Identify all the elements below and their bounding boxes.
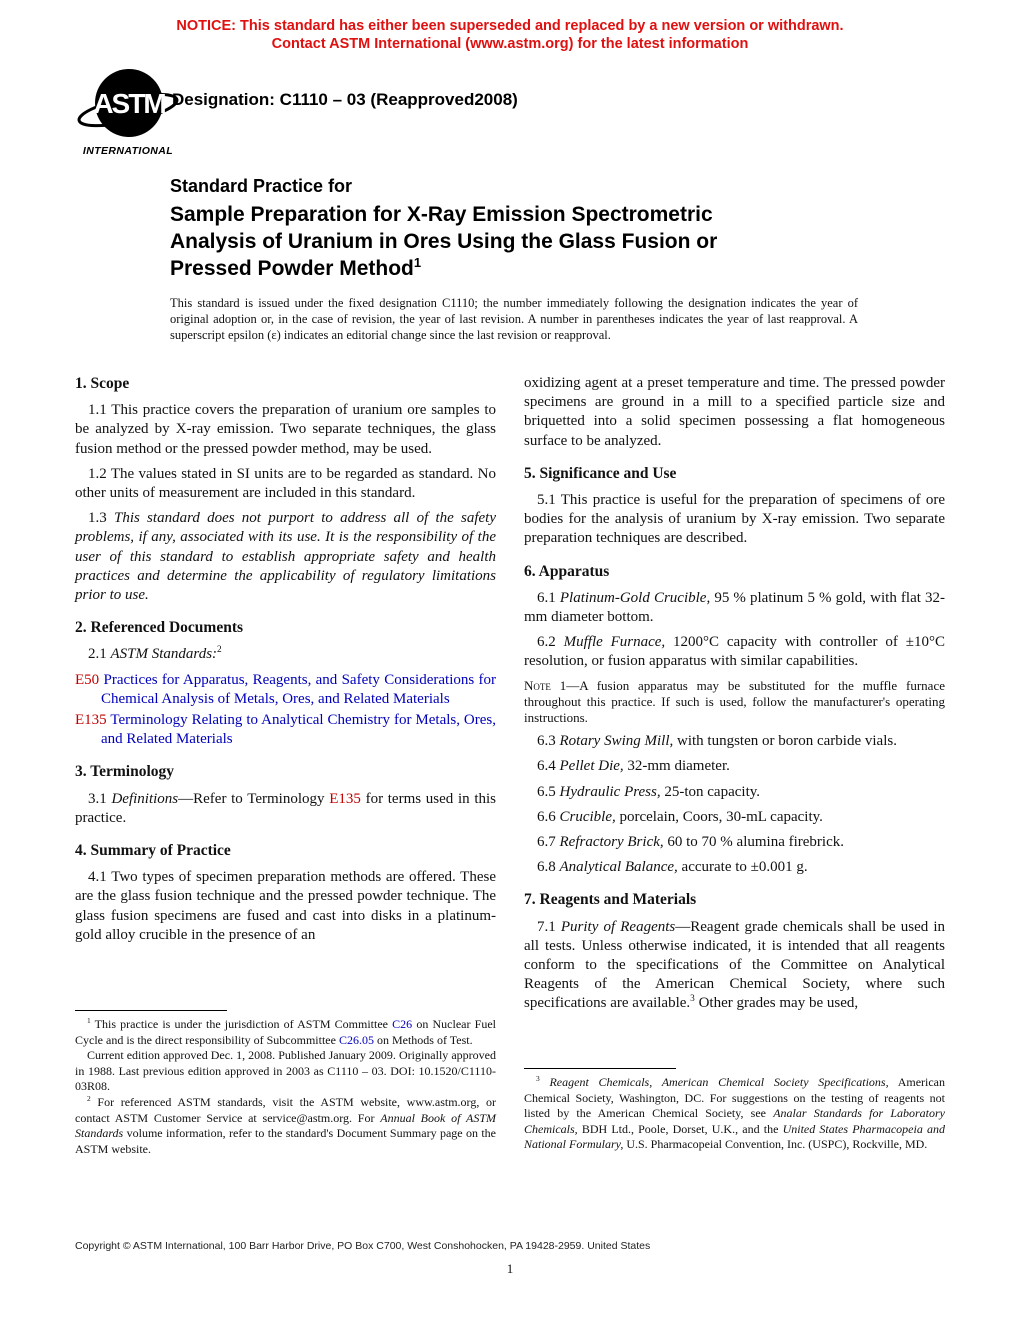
notice-line-1: NOTICE: This standard has either been superseded and replaced by a new version or withdrawn. [176, 18, 844, 34]
footnote-1-marker: 1 [87, 1016, 91, 1025]
section-heading-apparatus: 6. Apparatus [524, 562, 610, 580]
footnote-ref-2: 2 [217, 645, 222, 656]
apparatus-desc: with tungsten or boron carbide vials. [677, 733, 897, 750]
document-title [170, 201, 717, 282]
footnotes-left [75, 1010, 496, 1157]
apparatus-desc: 32-mm diameter. [627, 758, 730, 775]
para-text: for terms used in this practice. [75, 790, 497, 826]
section-heading-summary: 4. Summary of Practice [75, 842, 231, 860]
title-footnote-ref: 1 [413, 255, 422, 270]
para-number: 2.1 [88, 646, 107, 663]
section-heading-significance: 5. Significance and Use [524, 464, 677, 482]
footnote-3 [524, 1075, 945, 1153]
para-4-1: 4.1 Two types of specimen preparation methods are offered. These are the glass fusion technique and the pressed powder technique. The glass fusion specimens are fused and cast into disks in a platinum-gold alloy crucible in the presence of an [75, 869, 496, 943]
safety-caveat-text: This standard does not purport to address all of the safety problems, if any, associated with its use. It is the responsibility of the user of this standard to establish appropriate safety and health practices and determine the applicability of regulatory limitations prior to use. [75, 510, 497, 604]
note-1 [524, 678, 945, 727]
para-2-1 [75, 645, 496, 664]
para-6-6 [524, 808, 945, 827]
para-1-3 [75, 509, 496, 605]
page-number: 1 [506, 1261, 514, 1276]
reference-item-e50 [75, 671, 496, 709]
footnote-text: BDH Ltd., Poole, Dorset, U.K., and the [581, 1121, 779, 1136]
para-7-1 [524, 918, 945, 1014]
apparatus-name: Crucible, [559, 808, 616, 825]
footnote-text: This practice is under the jurisdiction of ASTM Committee [94, 1017, 388, 1031]
apparatus-name: Rotary Swing Mill, [559, 733, 674, 750]
supersession-notice [0, 18, 1020, 53]
footnote-2-marker: 2 [87, 1093, 91, 1103]
standard-link-e135[interactable]: E135 [75, 712, 107, 729]
note-text: —A fusion apparatus may be substituted for the muffle furnace throughout this practice. If such is used, follow the manufacturer's operating instructions. [524, 677, 945, 726]
apparatus-name: Hydraulic Press, [559, 783, 661, 800]
para-number: 7.1 [537, 918, 556, 935]
section-heading-terminology: 3. Terminology [75, 763, 175, 781]
para-number: 6.5 [537, 783, 556, 800]
footnote-1-edition: Current edition approved Dec. 1, 2008. Published January 2009. Originally approved in 1988. Last previous edition approved in 2003 as C1110 – 03. DOI: 10.1520/C1110-03R08. [75, 1048, 496, 1094]
apparatus-desc: accurate to ±0.001 g. [681, 859, 808, 876]
footnote-text: on Methods of Test. [376, 1032, 473, 1047]
para-6-7 [524, 833, 945, 852]
para-text: Other grades may be used, [698, 995, 859, 1012]
para-6-2 [524, 633, 945, 671]
apparatus-name: Pellet Die, [559, 758, 624, 775]
title-kicker: Standard Practice for [170, 176, 353, 196]
footnote-text: volume information, refer to the standard's Document Summary page on the ASTM website. [75, 1126, 497, 1156]
para-number: 3.1 [88, 790, 107, 807]
astm-logo [72, 66, 184, 157]
reference-title-e50: Practices for Apparatus, Reagents, and Safety Considerations for Chemical Analysis of Metals, Ores, and Related Materials [101, 671, 496, 707]
purity-of-reagents-label: Purity of Reagents [560, 918, 676, 935]
footnote-text: American Chemical Society, Washington, DC. For suggestions on the testing of reagents not listed by the American Chemical Society, see [524, 1075, 945, 1121]
apparatus-name: Refractory Brick, [559, 834, 664, 851]
para-number: 6.1 [537, 589, 556, 606]
astm-standards-label: ASTM Standards: [110, 646, 218, 663]
left-column [75, 374, 496, 951]
para-6-4 [524, 757, 945, 776]
apparatus-desc: 60 to 70 % alumina firebrick. [667, 834, 845, 851]
para-text: —Reagent grade chemicals shall be used in all tests. Unless otherwise indicated, it is intended that all reagents conform to the specifications of the Committee on Analytical Reagents of the American Chemical Society, where such specifications are available. [524, 918, 946, 1012]
para-text: —Refer to Terminology [178, 790, 325, 807]
title-line-1: Sample Preparation for X-Ray Emission Spectrometric [170, 203, 713, 226]
footnotes-right [524, 1068, 945, 1153]
para-number: 6.3 [537, 733, 556, 750]
section-heading-scope: 1. Scope [75, 375, 130, 392]
para-number: 6.4 [537, 758, 556, 775]
apparatus-name: Platinum-Gold Crucible, [559, 589, 711, 606]
para-6-8 [524, 858, 945, 877]
astm-logo-subtitle: INTERNATIONAL [82, 145, 174, 157]
title-line-3-text: Pressed Powder Method [170, 257, 414, 280]
para-number: 6.8 [537, 859, 556, 876]
para-5-1: 5.1 This practice is useful for the preparation of specimens of ore bodies for the analysis of uranium by X-ray emission. Two separate preparation techniques are described. [524, 492, 945, 547]
reference-item-e135 [75, 711, 496, 749]
apparatus-desc: 25-ton capacity. [664, 783, 761, 800]
para-6-3 [524, 732, 945, 751]
para-1-2: 1.2 The values stated in SI units are to be regarded as standard. No other units of measurement are included in this standard. [75, 465, 496, 502]
footnote-italic-title: United States Pharmacopeia and National Formulary, [524, 1121, 945, 1152]
astm-globe-icon [76, 66, 180, 144]
subcommittee-link-c26-05[interactable]: C26.05 [338, 1032, 374, 1047]
footnote-rule [75, 1010, 227, 1011]
issuance-note: This standard is issued under the fixed designation C1110; the number immediately following the designation indicates the year of original adoption or, in the case of revision, the year of last revision. A number in parentheses indicates the year of last reapproval. A superscript epsilon (ε) indicates an editorial change since the last revision or reapproval. [170, 296, 858, 342]
reference-title-e135: Terminology Relating to Analytical Chemistry for Metals, Ores, and Related Materials [101, 712, 497, 748]
footnote-text: For referenced ASTM standards, visit the ASTM website, www.astm.org, or contact ASTM Customer Service at service@astm.org. For [75, 1094, 496, 1125]
para-3-1 [75, 790, 496, 828]
footnote-rule [524, 1068, 676, 1069]
section-heading-reagents: 7. Reagents and Materials [524, 891, 697, 909]
apparatus-name: Muffle Furnace, [563, 634, 666, 651]
title-line-2: Analysis of Uranium in Ores Using the Glass Fusion or [170, 230, 718, 253]
apparatus-desc: 95 % platinum 5 % gold, with flat 32-mm diameter bottom. [524, 589, 946, 626]
apparatus-desc: 1200°C capacity with controller of ±10°C resolution, or fusion apparatus with similar capabilities. [524, 634, 945, 670]
footnote-italic-title: Analar Standards for Laboratory Chemicals, [524, 1106, 946, 1136]
para-number: 6.7 [537, 834, 556, 851]
svg-text:ASTM: ASTM [93, 88, 165, 119]
footnote-3-marker: 3 [536, 1074, 540, 1083]
footnote-text: on Nuclear Fuel Cycle and is the direct responsibility of Subcommittee [75, 1017, 496, 1047]
footnote-2 [75, 1095, 496, 1157]
footnote-italic-title: Annual Book of ASTM Standards [75, 1110, 497, 1141]
footnote-ref-3: 3 [690, 994, 695, 1005]
para-1-1: 1.1 This practice covers the preparation of uranium ore samples to be analyzed by X-ray emission. Two separate techniques, the glass fusion method or the pressed powder method, may be used. [75, 402, 496, 457]
designation: Designation: C1110 – 03 (Reapproved2008) [172, 90, 518, 109]
title-block [170, 176, 717, 282]
para-6-5 [524, 783, 945, 802]
para-number: 6.2 [537, 634, 556, 651]
para-number: 1.3 [88, 510, 107, 527]
committee-link-c26[interactable]: C26 [392, 1017, 413, 1031]
para-6-1 [524, 589, 945, 627]
footnote-italic-title: Reagent Chemicals, American Chemical Society Specifications, [549, 1075, 889, 1089]
notice-line-2: Contact ASTM International (www.astm.org) for the latest information [271, 35, 749, 52]
footnote-text: U.S. Pharmacopeial Convention, Inc. (USPC), Rockville, MD. [626, 1137, 928, 1152]
para-4-1-continuation: oxidizing agent at a preset temperature and time. The pressed powder specimens are ground in a mill to a specified particle size and briquetted into a solid specimen possessing a flat homogeneous surface to be analyzed. [524, 375, 945, 449]
para-number: 6.6 [537, 808, 556, 825]
apparatus-name: Analytical Balance, [559, 859, 678, 876]
copyright-line: Copyright © ASTM International, 100 Barr Harbor Drive, PO Box C700, West Conshohocken, PA 19428-2959. United States [75, 1240, 651, 1252]
note-label: Note 1 [524, 677, 567, 693]
definitions-label: Definitions [111, 790, 179, 807]
standard-link-e50[interactable]: E50 [75, 671, 100, 688]
footnote-1 [75, 1017, 496, 1048]
section-heading-referenced-documents: 2. Referenced Documents [75, 619, 244, 637]
right-column [524, 374, 945, 1020]
standard-link-e135-inline[interactable]: E135 [329, 790, 361, 807]
apparatus-desc: porcelain, Coors, 30-mL capacity. [619, 808, 823, 825]
title-line-3 [170, 255, 717, 282]
